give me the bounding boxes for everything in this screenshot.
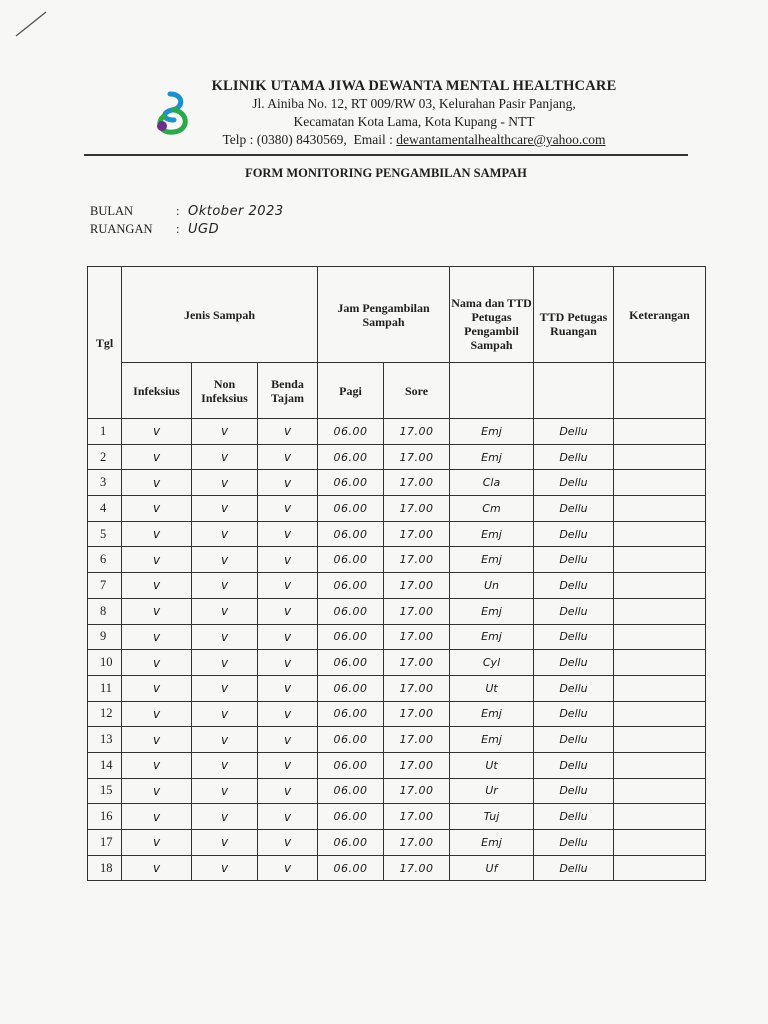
table-row bbox=[88, 444, 706, 470]
table-row bbox=[88, 547, 706, 573]
sore-time: 17.00 bbox=[384, 598, 450, 624]
clinic-name: KLINIK UTAMA JIWA DEWANTA MENTAL HEALTHCARE bbox=[211, 78, 617, 94]
non-infeksius-check: v bbox=[192, 675, 258, 701]
infeksius-check: v bbox=[122, 650, 192, 676]
non-infeksius-check: v bbox=[192, 470, 258, 496]
keterangan-cell bbox=[614, 521, 706, 547]
petugas-signature: Emj bbox=[450, 444, 534, 470]
petugas-signature: Ut bbox=[450, 675, 534, 701]
row-date: 5 bbox=[88, 521, 122, 547]
keterangan-cell bbox=[614, 573, 706, 599]
header-jam-pengambilan: Jam Pengambilan Sampah bbox=[318, 267, 450, 363]
infeksius-check: v bbox=[122, 804, 192, 830]
ruangan-signature: Dellu bbox=[534, 624, 614, 650]
pagi-time: 06.00 bbox=[318, 727, 384, 753]
month-value: Oktober 2023 bbox=[188, 204, 284, 219]
pagi-time: 06.00 bbox=[318, 624, 384, 650]
petugas-signature: Ur bbox=[450, 778, 534, 804]
petugas-signature: Tuj bbox=[450, 804, 534, 830]
table-row bbox=[88, 727, 706, 753]
table-row bbox=[88, 830, 706, 856]
non-infeksius-check: v bbox=[192, 419, 258, 445]
benda-tajam-check: v bbox=[258, 830, 318, 856]
header-sore: Sore bbox=[384, 363, 450, 419]
form-title: FORM MONITORING PENGAMBILAN SAMPAH bbox=[245, 166, 527, 180]
benda-tajam-check: v bbox=[258, 778, 318, 804]
non-infeksius-check: v bbox=[192, 650, 258, 676]
pagi-time: 06.00 bbox=[318, 444, 384, 470]
infeksius-check: v bbox=[122, 444, 192, 470]
petugas-signature: Emj bbox=[450, 727, 534, 753]
header-blank-ruangan bbox=[534, 363, 614, 419]
keterangan-cell bbox=[614, 444, 706, 470]
room-value: UGD bbox=[188, 222, 220, 237]
header-non-infeksius: Non Infeksius bbox=[192, 363, 258, 419]
benda-tajam-check: v bbox=[258, 675, 318, 701]
sore-time: 17.00 bbox=[384, 778, 450, 804]
sore-time: 17.00 bbox=[384, 804, 450, 830]
row-date: 14 bbox=[88, 752, 122, 778]
pagi-time: 06.00 bbox=[318, 573, 384, 599]
keterangan-cell bbox=[614, 624, 706, 650]
pagi-time: 06.00 bbox=[318, 778, 384, 804]
pagi-time: 06.00 bbox=[318, 547, 384, 573]
infeksius-check: v bbox=[122, 727, 192, 753]
ruangan-signature: Dellu bbox=[534, 547, 614, 573]
table-row bbox=[88, 598, 706, 624]
row-date: 16 bbox=[88, 804, 122, 830]
header-ttd-petugas-ruangan: TTD Petugas Ruangan bbox=[534, 267, 614, 363]
header-keterangan: Keterangan bbox=[614, 267, 706, 363]
benda-tajam-check: v bbox=[258, 598, 318, 624]
contact-line bbox=[196, 131, 632, 149]
header-blank-petugas bbox=[450, 363, 534, 419]
row-date: 12 bbox=[88, 701, 122, 727]
benda-tajam-check: v bbox=[258, 496, 318, 522]
petugas-signature: Ut bbox=[450, 752, 534, 778]
table-row bbox=[88, 624, 706, 650]
non-infeksius-check: v bbox=[192, 830, 258, 856]
keterangan-cell bbox=[614, 778, 706, 804]
month-colon: : bbox=[176, 204, 180, 218]
ruangan-signature: Dellu bbox=[534, 855, 614, 881]
petugas-signature: Emj bbox=[450, 624, 534, 650]
petugas-signature: Emj bbox=[450, 701, 534, 727]
room-label: RUANGAN bbox=[90, 222, 153, 236]
sore-time: 17.00 bbox=[384, 675, 450, 701]
pagi-time: 06.00 bbox=[318, 419, 384, 445]
table-row bbox=[88, 675, 706, 701]
pagi-time: 06.00 bbox=[318, 650, 384, 676]
ruangan-signature: Dellu bbox=[534, 419, 614, 445]
non-infeksius-check: v bbox=[192, 778, 258, 804]
infeksius-check: v bbox=[122, 496, 192, 522]
keterangan-cell bbox=[614, 675, 706, 701]
table-row bbox=[88, 521, 706, 547]
pagi-time: 06.00 bbox=[318, 598, 384, 624]
header-jenis-sampah: Jenis Sampah bbox=[122, 267, 318, 363]
sore-time: 17.00 bbox=[384, 573, 450, 599]
benda-tajam-check: v bbox=[258, 444, 318, 470]
table-row bbox=[88, 419, 706, 445]
row-date: 6 bbox=[88, 547, 122, 573]
clinic-header bbox=[196, 78, 632, 149]
row-date: 2 bbox=[88, 444, 122, 470]
infeksius-check: v bbox=[122, 547, 192, 573]
row-date: 7 bbox=[88, 573, 122, 599]
infeksius-check: v bbox=[122, 573, 192, 599]
infeksius-check: v bbox=[122, 470, 192, 496]
keterangan-cell bbox=[614, 496, 706, 522]
ruangan-signature: Dellu bbox=[534, 830, 614, 856]
pagi-time: 06.00 bbox=[318, 675, 384, 701]
pagi-time: 06.00 bbox=[318, 752, 384, 778]
table-row bbox=[88, 752, 706, 778]
table-row bbox=[88, 496, 706, 522]
non-infeksius-check: v bbox=[192, 521, 258, 547]
non-infeksius-check: v bbox=[192, 804, 258, 830]
infeksius-check: v bbox=[122, 778, 192, 804]
petugas-signature: Emj bbox=[450, 598, 534, 624]
month-row bbox=[90, 204, 284, 219]
pagi-time: 06.00 bbox=[318, 521, 384, 547]
benda-tajam-check: v bbox=[258, 573, 318, 599]
ruangan-signature: Dellu bbox=[534, 752, 614, 778]
table-row bbox=[88, 804, 706, 830]
infeksius-check: v bbox=[122, 419, 192, 445]
petugas-signature: Cm bbox=[450, 496, 534, 522]
infeksius-check: v bbox=[122, 830, 192, 856]
petugas-signature: Emj bbox=[450, 547, 534, 573]
infeksius-check: v bbox=[122, 752, 192, 778]
keterangan-cell bbox=[614, 701, 706, 727]
header-pagi: Pagi bbox=[318, 363, 384, 419]
sore-time: 17.00 bbox=[384, 496, 450, 522]
header-tgl: Tgl bbox=[88, 267, 122, 419]
petugas-signature: Emj bbox=[450, 830, 534, 856]
petugas-signature: Cla bbox=[450, 470, 534, 496]
benda-tajam-check: v bbox=[258, 752, 318, 778]
ruangan-signature: Dellu bbox=[534, 573, 614, 599]
non-infeksius-check: v bbox=[192, 624, 258, 650]
keterangan-cell bbox=[614, 752, 706, 778]
room-row bbox=[90, 222, 219, 237]
benda-tajam-check: v bbox=[258, 855, 318, 881]
non-infeksius-check: v bbox=[192, 496, 258, 522]
keterangan-cell bbox=[614, 804, 706, 830]
sore-time: 17.00 bbox=[384, 701, 450, 727]
infeksius-check: v bbox=[122, 675, 192, 701]
sore-time: 17.00 bbox=[384, 470, 450, 496]
keterangan-cell bbox=[614, 470, 706, 496]
pagi-time: 06.00 bbox=[318, 701, 384, 727]
benda-tajam-check: v bbox=[258, 521, 318, 547]
non-infeksius-check: v bbox=[192, 727, 258, 753]
benda-tajam-check: v bbox=[258, 624, 318, 650]
pagi-time: 06.00 bbox=[318, 470, 384, 496]
table-row bbox=[88, 778, 706, 804]
benda-tajam-check: v bbox=[258, 419, 318, 445]
row-date: 9 bbox=[88, 624, 122, 650]
benda-tajam-check: v bbox=[258, 701, 318, 727]
row-date: 10 bbox=[88, 650, 122, 676]
row-date: 1 bbox=[88, 419, 122, 445]
row-date: 8 bbox=[88, 598, 122, 624]
waste-monitoring-table bbox=[87, 266, 706, 881]
row-date: 15 bbox=[88, 778, 122, 804]
infeksius-check: v bbox=[122, 521, 192, 547]
pagi-time: 06.00 bbox=[318, 855, 384, 881]
sore-time: 17.00 bbox=[384, 419, 450, 445]
table-body bbox=[88, 419, 706, 881]
pagi-time: 06.00 bbox=[318, 496, 384, 522]
infeksius-check: v bbox=[122, 701, 192, 727]
petugas-signature: Un bbox=[450, 573, 534, 599]
infeksius-check: v bbox=[122, 624, 192, 650]
month-label: BULAN bbox=[90, 204, 134, 218]
row-date: 17 bbox=[88, 830, 122, 856]
benda-tajam-check: v bbox=[258, 470, 318, 496]
keterangan-cell bbox=[614, 650, 706, 676]
sore-time: 17.00 bbox=[384, 855, 450, 881]
ruangan-signature: Dellu bbox=[534, 675, 614, 701]
row-date: 11 bbox=[88, 675, 122, 701]
sore-time: 17.00 bbox=[384, 650, 450, 676]
header-infeksius: Infeksius bbox=[122, 363, 192, 419]
keterangan-cell bbox=[614, 419, 706, 445]
clinic-logo-icon bbox=[150, 90, 196, 136]
non-infeksius-check: v bbox=[192, 598, 258, 624]
sore-time: 17.00 bbox=[384, 752, 450, 778]
ruangan-signature: Dellu bbox=[534, 444, 614, 470]
table-row bbox=[88, 701, 706, 727]
benda-tajam-check: v bbox=[258, 650, 318, 676]
ruangan-signature: Dellu bbox=[534, 650, 614, 676]
ruangan-signature: Dellu bbox=[534, 727, 614, 753]
ruangan-signature: Dellu bbox=[534, 521, 614, 547]
ruangan-signature: Dellu bbox=[534, 496, 614, 522]
sore-time: 17.00 bbox=[384, 547, 450, 573]
table-row bbox=[88, 855, 706, 881]
header-blank-keterangan bbox=[614, 363, 706, 419]
pagi-time: 06.00 bbox=[318, 830, 384, 856]
sore-time: 17.00 bbox=[384, 830, 450, 856]
header-benda-tajam: Benda Tajam bbox=[258, 363, 318, 419]
phone: Telp : (0380) 8430569, bbox=[222, 132, 347, 147]
infeksius-check: v bbox=[122, 598, 192, 624]
petugas-signature: Emj bbox=[450, 419, 534, 445]
address-line-2: Kecamatan Kota Lama, Kota Kupang - NTT bbox=[293, 114, 535, 129]
infeksius-check: v bbox=[122, 855, 192, 881]
row-date: 18 bbox=[88, 855, 122, 881]
table-row bbox=[88, 573, 706, 599]
table-row bbox=[88, 470, 706, 496]
room-colon: : bbox=[176, 222, 180, 236]
non-infeksius-check: v bbox=[192, 444, 258, 470]
sore-time: 17.00 bbox=[384, 444, 450, 470]
benda-tajam-check: v bbox=[258, 547, 318, 573]
sore-time: 17.00 bbox=[384, 727, 450, 753]
ruangan-signature: Dellu bbox=[534, 701, 614, 727]
row-date: 4 bbox=[88, 496, 122, 522]
header-nama-ttd-petugas: Nama dan TTD Petugas Pengambil Sampah bbox=[450, 267, 534, 363]
non-infeksius-check: v bbox=[192, 752, 258, 778]
keterangan-cell bbox=[614, 727, 706, 753]
sore-time: 17.00 bbox=[384, 521, 450, 547]
non-infeksius-check: v bbox=[192, 547, 258, 573]
non-infeksius-check: v bbox=[192, 855, 258, 881]
pen-stroke-mark bbox=[14, 10, 48, 38]
ruangan-signature: Dellu bbox=[534, 470, 614, 496]
non-infeksius-check: v bbox=[192, 701, 258, 727]
row-date: 3 bbox=[88, 470, 122, 496]
header-divider bbox=[84, 154, 688, 156]
ruangan-signature: Dellu bbox=[534, 778, 614, 804]
petugas-signature: Cyl bbox=[450, 650, 534, 676]
petugas-signature: Uf bbox=[450, 855, 534, 881]
address-line-1: Jl. Ainiba No. 12, RT 009/RW 03, Kelurahan Pasir Panjang, bbox=[252, 96, 576, 111]
petugas-signature: Emj bbox=[450, 521, 534, 547]
keterangan-cell bbox=[614, 855, 706, 881]
keterangan-cell bbox=[614, 598, 706, 624]
sore-time: 17.00 bbox=[384, 624, 450, 650]
email-label: Email : bbox=[353, 132, 393, 147]
benda-tajam-check: v bbox=[258, 804, 318, 830]
keterangan-cell bbox=[614, 547, 706, 573]
row-date: 13 bbox=[88, 727, 122, 753]
non-infeksius-check: v bbox=[192, 573, 258, 599]
pagi-time: 06.00 bbox=[318, 804, 384, 830]
keterangan-cell bbox=[614, 830, 706, 856]
ruangan-signature: Dellu bbox=[534, 804, 614, 830]
ruangan-signature: Dellu bbox=[534, 598, 614, 624]
email-link[interactable]: dewantamentalhealthcare@yahoo.com bbox=[396, 132, 606, 147]
benda-tajam-check: v bbox=[258, 727, 318, 753]
table-row bbox=[88, 650, 706, 676]
